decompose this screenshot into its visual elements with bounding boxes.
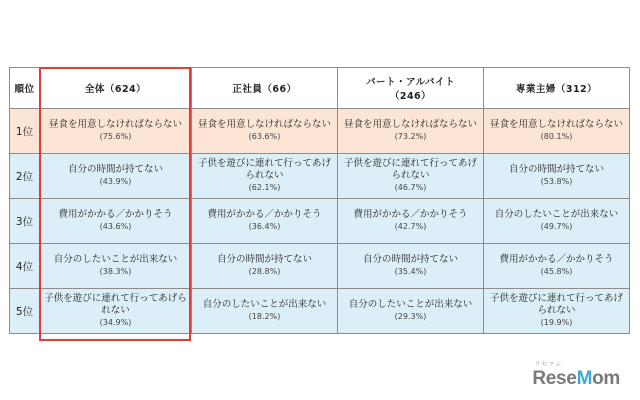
cell-housewife — [484, 109, 630, 154]
ranking-table — [9, 67, 630, 334]
cell-item: 昼食を用意しなければならない — [343, 119, 477, 130]
cell-item: 費用がかかる／かかりそう — [58, 209, 173, 220]
header-parttime-label: パート・アルバイト — [366, 77, 455, 88]
cell-all — [40, 154, 192, 199]
table-row — [10, 109, 630, 154]
cell-item: 自分のしたいことが出来ない — [53, 254, 178, 265]
header-row — [10, 68, 630, 109]
cell-percent: (62.1%) — [248, 183, 281, 192]
cell-percent: (29.3%) — [394, 312, 427, 321]
cell-percent: (34.9%) — [99, 318, 132, 327]
rank-cell: 3位 — [10, 199, 40, 244]
cell-item: 費用がかかる／かかりそう — [353, 209, 468, 220]
cell-housewife — [484, 154, 630, 199]
cell-fulltime — [192, 109, 338, 154]
cell-percent: (63.6%) — [248, 132, 281, 141]
logo-ruby: リセマム — [534, 362, 563, 368]
cell-housewife — [484, 289, 630, 334]
cell-fulltime — [192, 289, 338, 334]
cell-percent: (28.8%) — [248, 267, 281, 276]
cell-percent: (19.9%) — [540, 318, 573, 327]
cell-parttime — [338, 289, 484, 334]
cell-item: 自分のしたいことが出来ない — [494, 209, 619, 220]
table-row — [10, 244, 630, 289]
table-row — [10, 199, 630, 244]
cell-fulltime — [192, 199, 338, 244]
resemom-logo — [532, 362, 620, 390]
cell-all — [40, 289, 192, 334]
cell-item: 自分のしたいことが出来ない — [202, 299, 327, 310]
cell-item: 子供を遊びに連れて行ってあげられない — [489, 293, 623, 316]
cell-housewife — [484, 244, 630, 289]
cell-all — [40, 109, 192, 154]
header-fulltime: 正社員（66） — [192, 68, 338, 109]
table-row — [10, 154, 630, 199]
cell-percent: (38.3%) — [99, 267, 132, 276]
cell-percent: (53.8%) — [540, 177, 573, 186]
cell-fulltime — [192, 244, 338, 289]
cell-item: 自分の時間が持てない — [508, 164, 604, 175]
cell-percent: (46.7%) — [394, 183, 427, 192]
cell-parttime — [338, 244, 484, 289]
cell-percent: (45.8%) — [540, 267, 573, 276]
cell-all — [40, 199, 192, 244]
cell-item: 自分のしたいことが出来ない — [348, 299, 473, 310]
rank-cell: 4位 — [10, 244, 40, 289]
cell-parttime — [338, 154, 484, 199]
logo-text-rese: Rese — [532, 368, 577, 389]
cell-parttime — [338, 109, 484, 154]
header-housewife: 専業主婦（312） — [484, 68, 630, 109]
cell-item: 自分の時間が持てない — [216, 254, 312, 265]
cell-item: 子供を遊びに連れて行ってあげられない — [197, 158, 331, 181]
cell-item: 費用がかかる／かかりそう — [207, 209, 322, 220]
cell-parttime — [338, 199, 484, 244]
logo-text-om: om — [592, 368, 620, 389]
cell-percent: (75.6%) — [99, 132, 132, 141]
rank-cell: 2位 — [10, 154, 40, 199]
cell-item: 昼食を用意しなければならない — [197, 119, 331, 130]
cell-item: 昼食を用意しなければならない — [48, 119, 182, 130]
cell-percent: (73.2%) — [394, 132, 427, 141]
cell-fulltime — [192, 154, 338, 199]
cell-item: 自分の時間が持てない — [67, 164, 163, 175]
header-all: 全体（624） — [40, 68, 192, 109]
cell-percent: (49.7%) — [540, 222, 573, 231]
cell-item: 子供を遊びに連れて行ってあげられない — [343, 158, 477, 181]
cell-all — [40, 244, 192, 289]
header-parttime — [338, 68, 484, 109]
rank-cell: 1位 — [10, 109, 40, 154]
cell-item: 昼食を用意しなければならない — [489, 119, 623, 130]
rank-cell: 5位 — [10, 289, 40, 334]
header-rank: 順位 — [10, 68, 40, 109]
cell-percent: (80.1%) — [540, 132, 573, 141]
table-row — [10, 289, 630, 334]
cell-item: 費用がかかる／かかりそう — [499, 254, 614, 265]
logo-text-m: M — [576, 368, 593, 389]
cell-percent: (43.6%) — [99, 222, 132, 231]
cell-housewife — [484, 199, 630, 244]
cell-item: 子供を遊びに連れて行ってあげられない — [44, 293, 187, 316]
cell-percent: (36.4%) — [248, 222, 281, 231]
cell-percent: (42.7%) — [394, 222, 427, 231]
cell-percent: (35.4%) — [394, 267, 427, 276]
cell-percent: (18.2%) — [248, 312, 281, 321]
cell-percent: (43.9%) — [99, 177, 132, 186]
cell-item: 自分の時間が持てない — [362, 254, 458, 265]
header-parttime-count: （246） — [389, 91, 432, 102]
